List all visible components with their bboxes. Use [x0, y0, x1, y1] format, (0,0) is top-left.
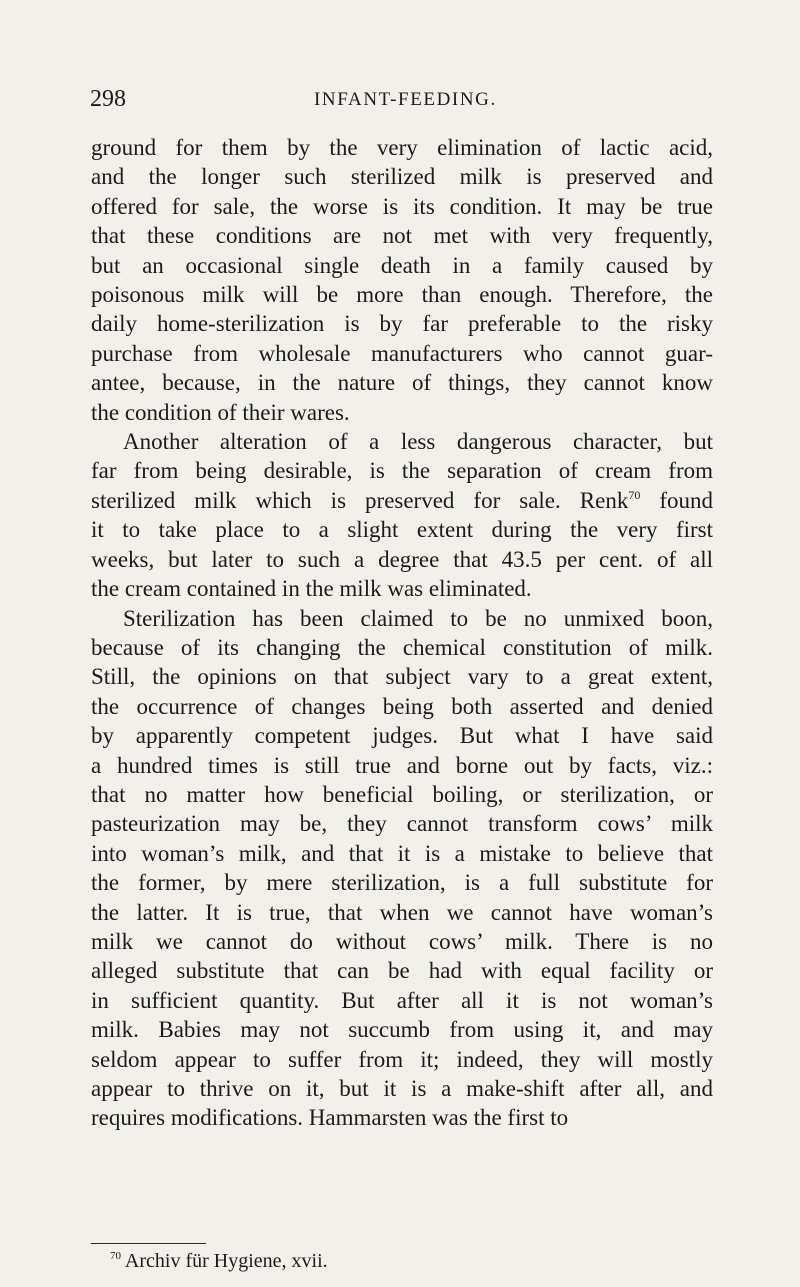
text-line: poisonous milk will be more than enough. Therefore, the: [91, 282, 713, 308]
page-number: 298: [90, 86, 126, 112]
text-line: it to take place to a slight extent during the very first: [91, 517, 713, 543]
text-line: by apparently competent judges. But what I have said: [91, 723, 713, 749]
text-line: in sufficient quantity. But after all it is not woman’s: [91, 987, 713, 1013]
text-line: Another alteration of a less dangerous character, but: [123, 429, 713, 455]
text-line: Sterilization has been claimed to be no unmixed boon,: [123, 605, 713, 631]
text-line: a hundred times is still true and borne out by facts, viz.:: [91, 752, 713, 778]
paragraph: [91, 427, 713, 603]
text-line: milk. Babies may not succumb from using it, and may: [91, 1017, 713, 1043]
text-line: that these conditions are not met with very frequently,: [91, 223, 713, 249]
page-header: [90, 86, 710, 116]
text-line: the occurrence of changes being both asserted and denied: [91, 693, 713, 719]
paragraph: [91, 133, 713, 427]
footnote-text: Archiv für Hygiene, xvii.: [124, 1250, 328, 1272]
text-line: ground for them by the very elimination of lactic acid,: [91, 135, 713, 160]
text-line: milk we cannot do without cows’ milk. There is no: [91, 928, 713, 954]
text-line: because of its changing the chemical constitution of milk.: [91, 634, 713, 660]
text-line: pasteurization may be, they cannot transform cows’ milk: [91, 811, 713, 837]
text-line: but an occasional single death in a family caused by: [91, 252, 713, 278]
footnote-marker: 70: [110, 1250, 121, 1262]
text-line: alleged substitute that can be had with equal facility or: [91, 958, 713, 984]
text-line: antee, because, in the nature of things, they cannot know: [91, 370, 713, 396]
running-head: INFANT-FEEDING.: [314, 89, 497, 110]
text-line: daily home-sterilization is by far preferable to the risky: [91, 311, 713, 337]
text-line: the cream contained in the milk was eliminated.: [91, 576, 532, 602]
reference-marker: 70: [628, 487, 641, 502]
paragraph: [91, 604, 713, 1133]
footnote-divider: [91, 1243, 206, 1244]
text-line: purchase from wholesale manufacturers who cannot guar-: [91, 340, 713, 366]
text-line: the latter. It is true, that when we cannot have woman’s: [91, 899, 713, 925]
text-line: Still, the opinions on that subject vary to a great extent,: [91, 664, 713, 690]
text-line: requires modifications. Hammarsten was the first to: [91, 1105, 569, 1131]
footnote: [110, 1250, 328, 1273]
text-line: seldom appear to suffer from it; indeed, they will mostly: [91, 1046, 713, 1072]
text-line: the condition of their wares.: [91, 399, 350, 425]
text-line: that no matter how beneficial boiling, or sterilization, or: [91, 781, 713, 807]
text-line: far from being desirable, is the separation of cream from: [91, 458, 713, 484]
body-text: [91, 133, 713, 1133]
text-line: offered for sale, the worse is its condition. It may be true: [91, 193, 713, 219]
text-line: weeks, but later to such a degree that 43.5 per cent. of all: [91, 546, 713, 572]
text-line: sterilized milk which is preserved for sale. Renk$^{70}$ found: [91, 487, 713, 513]
text-line: appear to thrive on it, but it is a make-shift after all, and: [91, 1076, 713, 1101]
text-line: and the longer such sterilized milk is preserved and: [91, 164, 713, 190]
text-line: into woman’s milk, and that it is a mistake to believe that: [91, 840, 713, 866]
text-line: the former, by mere sterilization, is a full substitute for: [91, 870, 713, 896]
